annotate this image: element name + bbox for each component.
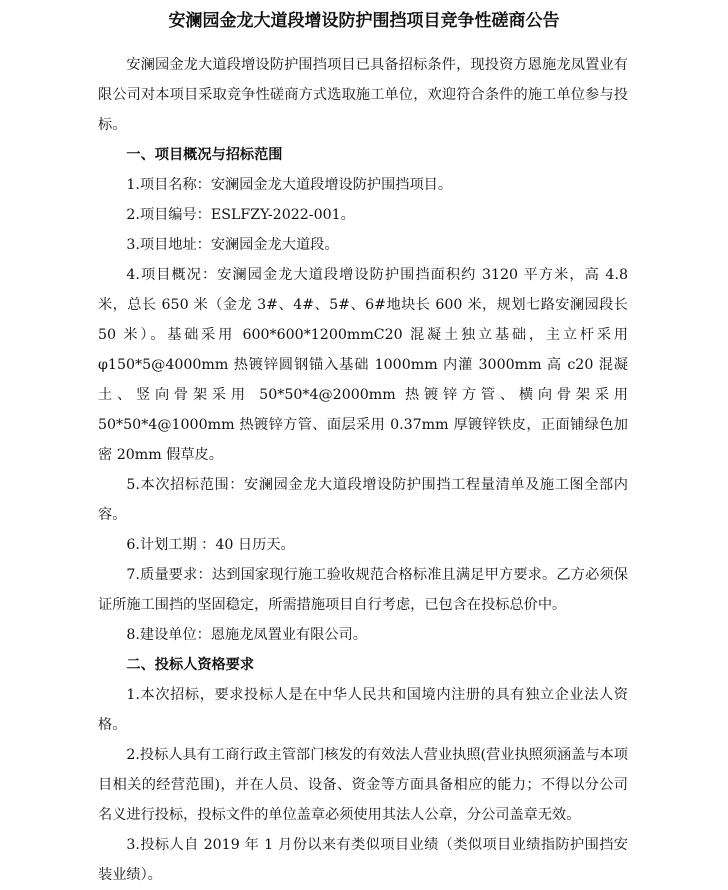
schedule-item: 6.计划工期 ：40 日历天。: [126, 537, 295, 553]
document-body: [98, 50, 628, 890]
bid-scope-item: 5.本次招标范围：安澜园金龙大道段增设防护围挡工程量清单及施工图全部内容。: [98, 477, 628, 523]
project-overview-item: 4.项目概况：安澜园金龙大道段增设防护围挡面积约 3120 平方米，高 4.8 米，总长 650 米（金龙 3#、4#、5#、6#地块长 600 米，规划七路安澜园段长 50 米）。基础采用 600*600*1200mmC20 混凝土独立基础，主立杆采用 φ150*5@4000mm 热镀锌圆钢锚入基础 1000mm 内灌 3000mm 高 c20 混凝土、竖向骨架采用 50*50*4@2000mm 热镀锌方管、横向骨架采用 50*50*4@1000mm 热镀锌方管、面层采用 0.37mm 厚镀锌铁皮，正面铺绿色加密 20mm 假草皮。: [98, 267, 628, 463]
project-name-item: 1.项目名称：安澜园金龙大道段增设防护围挡项目。: [126, 177, 453, 193]
section-heading-overview: 一、项目概况与招标范围: [126, 147, 283, 163]
quality-requirement-item: 7.质量要求：达到国家现行施工验收规范合格标准且满足甲方要求。乙方必须保证所施工围挡的坚固稳定，所需措施项目自行考虑，已包含在投标总价中。: [98, 567, 628, 613]
page-title: 安澜园金龙大道段增设防护围挡项目竞争性磋商公告: [168, 11, 560, 31]
intro-paragraph: 安澜园金龙大道段增设防护围挡项目已具备招标条件，现投资方恩施龙凤置业有限公司对本项目采取竞争性磋商方式选取施工单位，欢迎符合条件的施工单位参与投标。: [98, 57, 628, 133]
project-number-item: 2.项目编号：ESLFZY-2022-001。: [126, 207, 355, 223]
construction-unit-item: 8.建设单位：恩施龙凤置业有限公司。: [126, 627, 367, 643]
qualification-item-3: 3.投标人自 2019 年 1 月份以来有类似项目业绩（类似项目业绩指防护围挡安装业绩）。: [98, 837, 628, 883]
project-address-item: 3.项目地址：安澜园金龙大道段。: [126, 237, 339, 253]
qualification-item-2: 2.投标人具有工商行政主管部门核发的有效法人营业执照(营业执照须涵盖与本项目相关的经营范围)，并在人员、设备、资金等方面具备相应的能力；不得以分公司名义进行投标，投标文件的单位盖章必须使用其法人公章，分公司盖章无效。: [98, 747, 628, 823]
section-heading-qualification: 二、投标人资格要求: [126, 657, 255, 673]
qualification-item-1: 1.本次招标，要求投标人是在中华人民共和国境内注册的具有独立企业法人资格。: [98, 687, 628, 733]
